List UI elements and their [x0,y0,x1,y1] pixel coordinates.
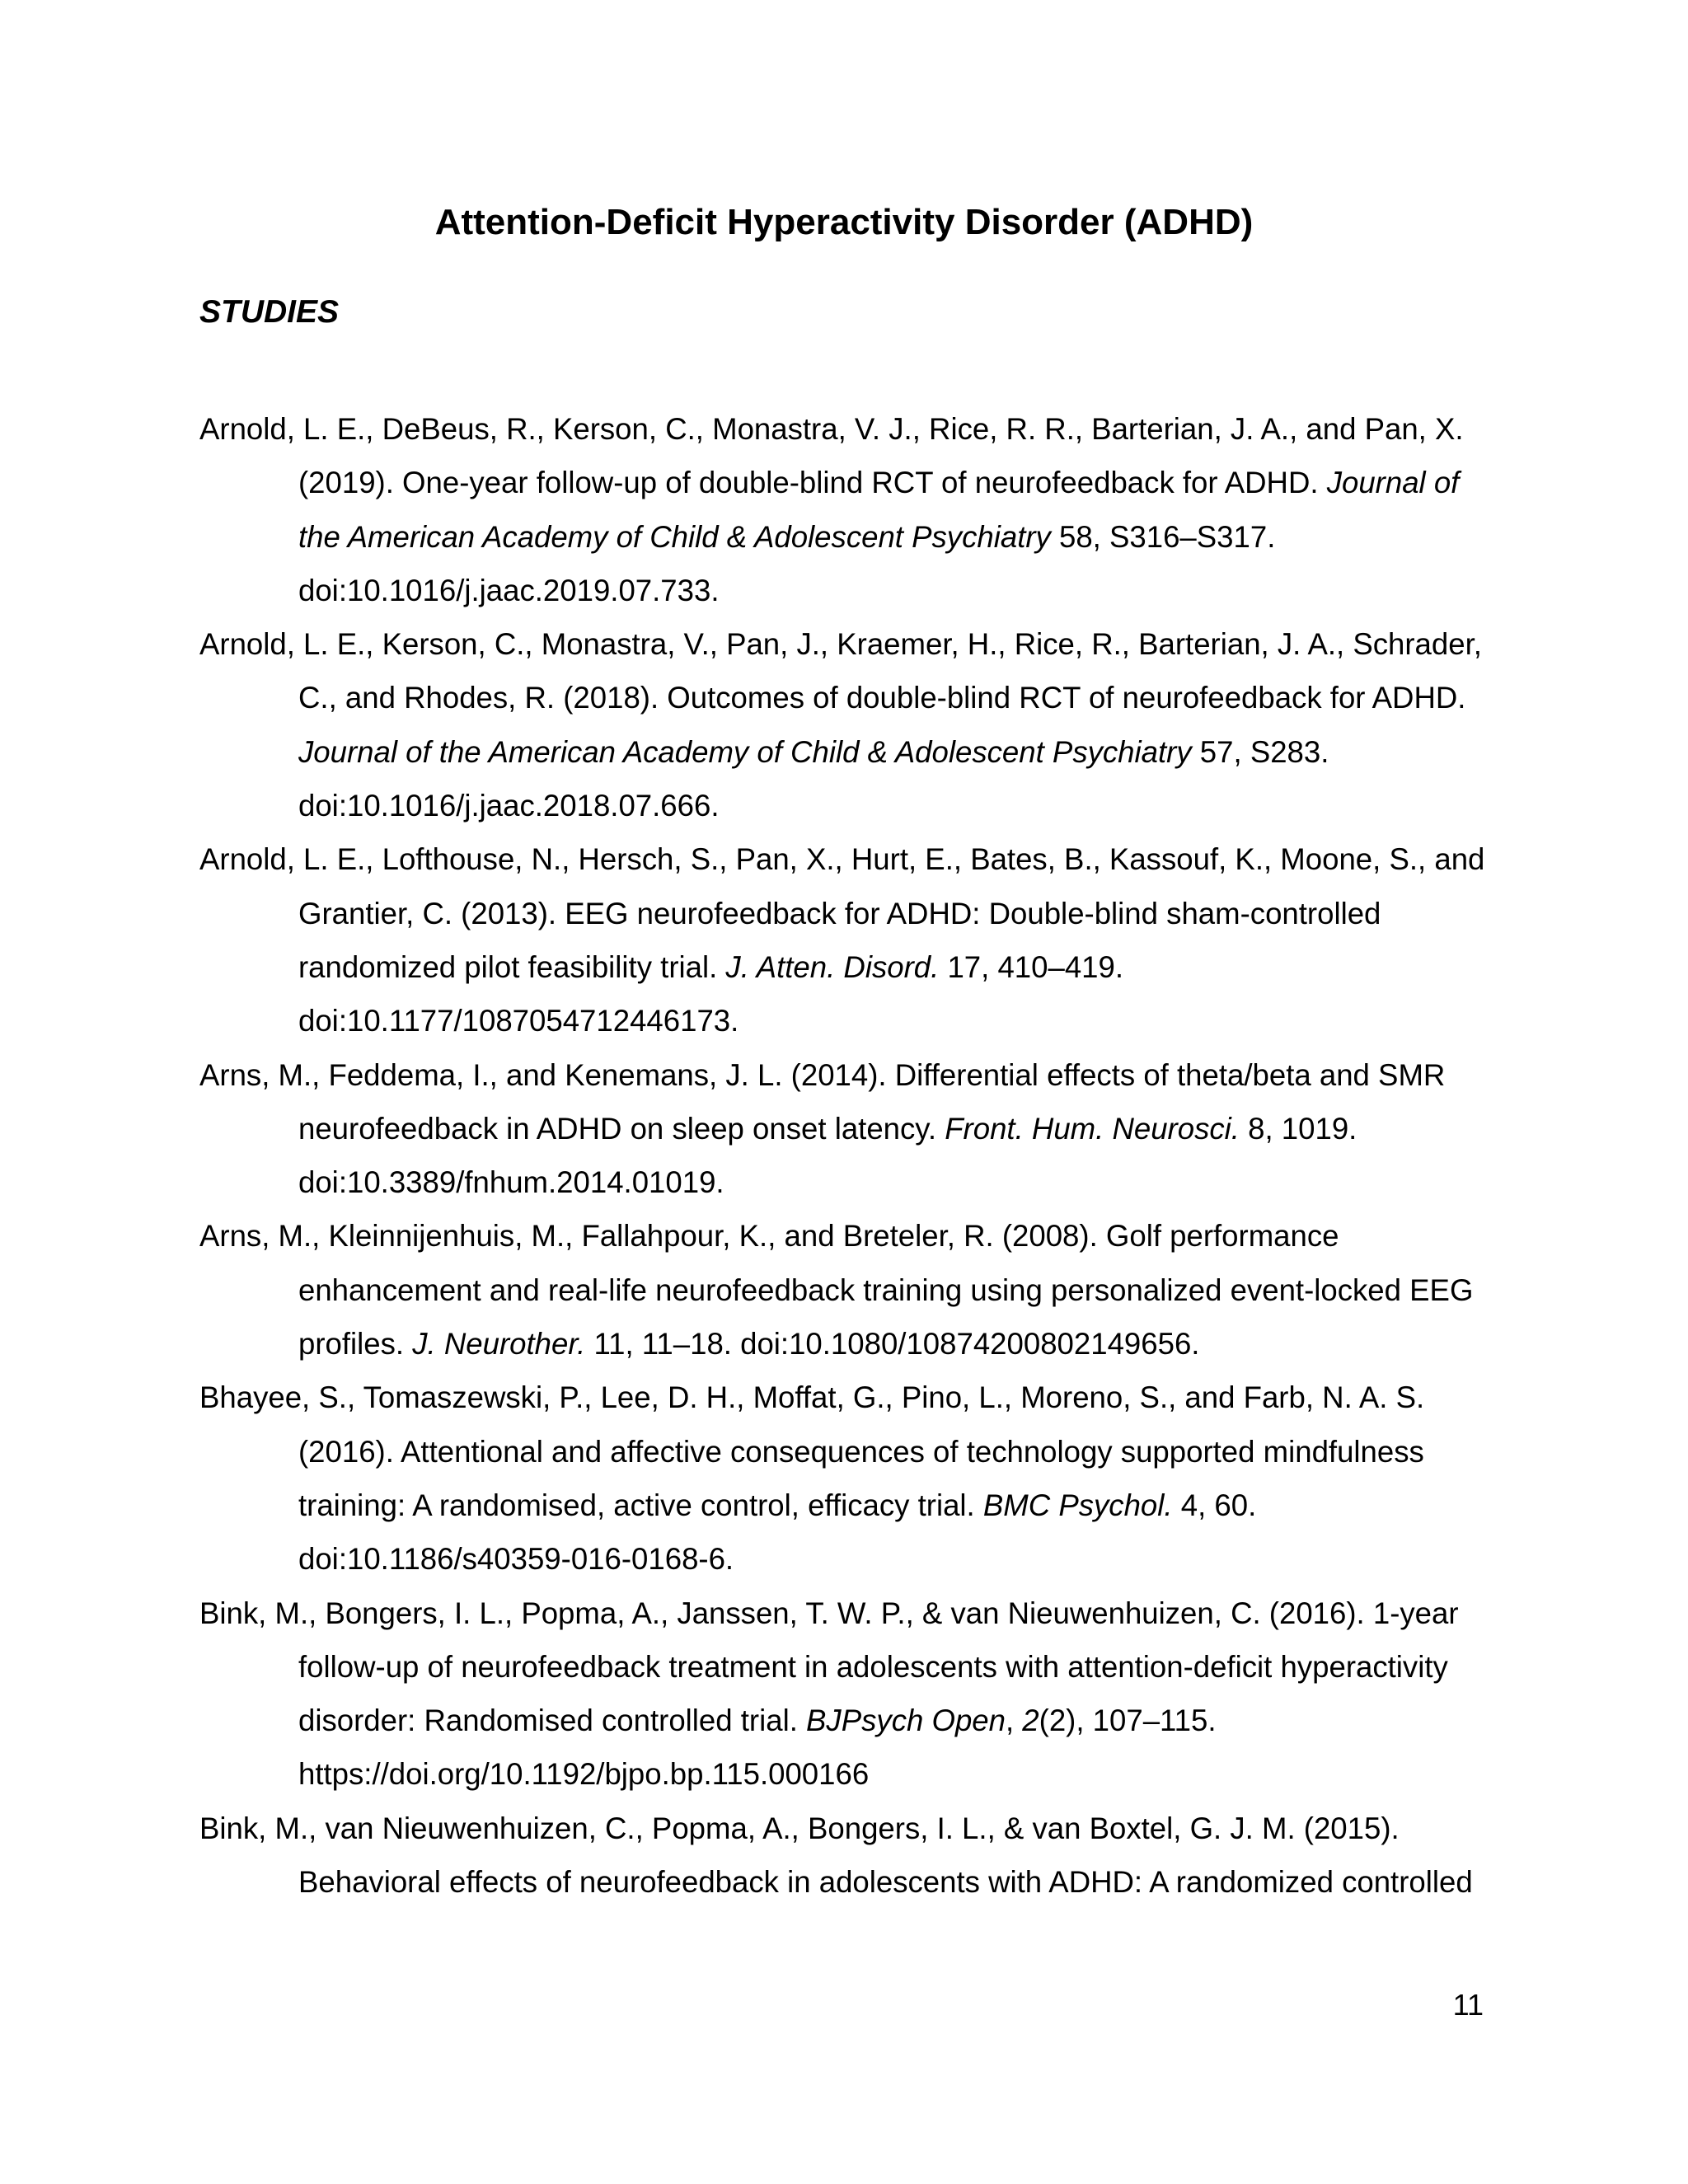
reference-item [199,1209,1498,1371]
reference-journal: BMC Psychol. [982,1488,1173,1522]
reference-details: 8, 1019. doi:10.3389/fnhum.2014.01019. [298,1111,1357,1200]
reference-journal: J. Atten. Disord. [725,949,940,984]
reference-item [199,1048,1498,1210]
reference-text: Arns, M., Kleinnijenhuis, M., Fallahpour, K., and Breteler, R. (2008). Golf performance enhancement and real-life neurofeedback training using personalized event-locked EEG profiles. [199,1219,1474,1361]
reference-journal: Journal of the American Academy of Child & Adolescent Psychiatry [298,734,1192,769]
reference-text: Bink, M., Bongers, I. L., Popma, A., Janssen, T. W. P., & van Nieuwenhuizen, C. (2016). 1-year follow-up of neurofeedback treatment in adolescents with attention-deficit hyperactivity disorder: Randomised controlled trial. [199,1596,1459,1738]
page-number: 11 [1452,1988,1484,2022]
reference-details: 17, 410–419. doi:10.1177/1087054712446173. [298,949,1124,1038]
reference-journal: Front. Hum. Neurosci. [945,1111,1240,1146]
reference-details: 57, S283. doi:10.1016/j.jaac.2018.07.666. [298,734,1329,823]
reference-list [199,402,1498,1909]
reference-details: 11, 11–18. doi:10.1080/10874200802149656. [585,1327,1200,1361]
reference-item [199,1586,1498,1802]
reference-item [199,617,1498,832]
reference-text: Bhayee, S., Tomaszewski, P., Lee, D. H., Moffat, G., Pino, L., Moreno, S., and Farb, N. A. S. (2016). Attentional and affective consequences of technology supported mindfulness training: A randomised, active control, efficacy trial. [199,1380,1425,1522]
reference-item [199,1802,1498,1910]
page-title: Attention-Deficit Hyperactivity Disorder (ADHD) [434,202,1254,242]
reference-journal: Journal of the American Academy of Child & Adolescent Psychiatry [298,466,1460,554]
reference-journal: BJPsych Open [806,1704,1006,1738]
reference-volume: 2 [1022,1704,1039,1738]
reference-text: Arnold, L. E., DeBeus, R., Kerson, C., Monastra, V. J., Rice, R. R., Barterian, J. A., and Pan, X. (2019). One-year follow-up of double-blind RCT of neurofeedback for ADHD. [199,412,1464,500]
reference-item [199,832,1498,1047]
reference-text: Bink, M., van Nieuwenhuizen, C., Popma, A., Bongers, I. L., & van Boxtel, G. J. M. (2015). Behavioral effects of neurofeedback in adolescents with ADHD: A randomized controlled [199,1811,1473,1900]
reference-details: 58, S316–S317. doi:10.1016/j.jaac.2019.07.733. [298,519,1276,607]
section-heading: STUDIES [199,294,340,330]
reference-journal: J. Neurother. [412,1327,586,1361]
reference-item [199,402,1498,617]
reference-item [199,1371,1498,1586]
reference-text: Arnold, L. E., Lofthouse, N., Hersch, S., Pan, X., Hurt, E., Bates, B., Kassouf, K., Moone, S., and Grantier, C. (2013). EEG neurofeedback for ADHD: Double-blind sham-controlled randomized pilot feasibility trial. [199,842,1485,984]
reference-details: , [1005,1704,1023,1738]
reference-text: Arns, M., Feddema, I., and Kenemans, J. L. (2014). Differential effects of theta/beta and SMR neurofeedback in ADHD on sleep onset latency. [199,1057,1446,1146]
reference-details: 4, 60. doi:10.1186/s40359-016-0168-6. [298,1488,1257,1577]
reference-tail: (2), 107–115. https://doi.org/10.1192/bjpo.bp.115.000166 [298,1704,1217,1792]
reference-text: Arnold, L. E., Kerson, C., Monastra, V., Pan, J., Kraemer, H., Rice, R., Barterian, J. A., Schrader, C., and Rhodes, R. (2018). Outcomes of double-blind RCT of neurofeedback for ADHD. [199,627,1482,715]
